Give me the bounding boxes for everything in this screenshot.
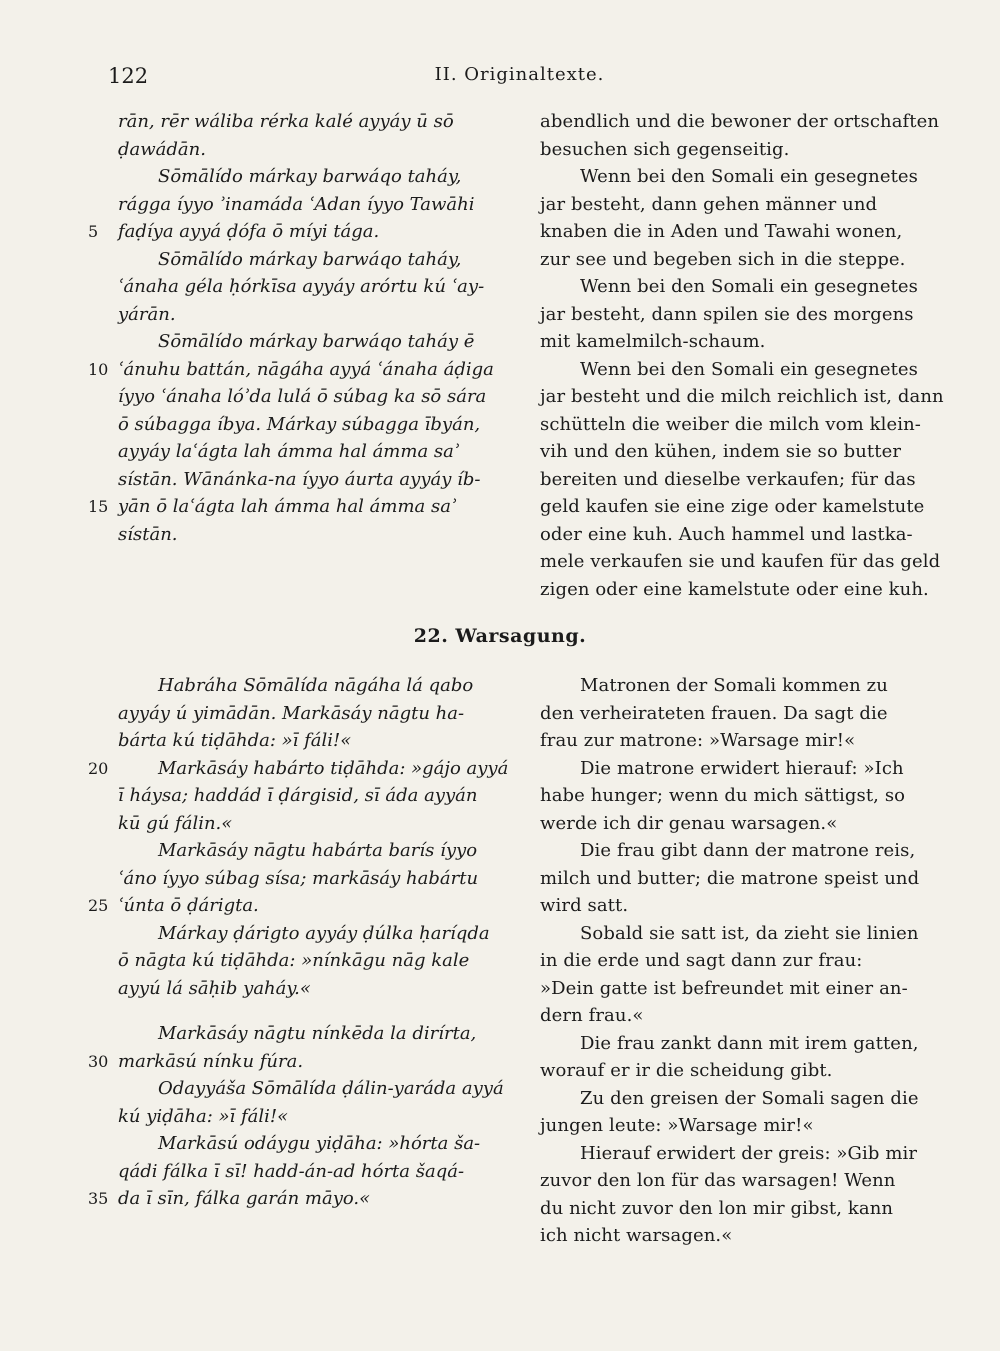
text-line bbox=[540, 672, 932, 700]
text-line bbox=[118, 108, 513, 136]
line-number: 10 bbox=[88, 359, 109, 379]
text-line bbox=[118, 1130, 513, 1158]
line-text: jar besteht, dann spilen sie des morgens bbox=[540, 303, 914, 325]
text-line bbox=[540, 975, 932, 1003]
line-text: Wenn bei den Somali ein gesegnetes bbox=[580, 166, 919, 187]
text-line bbox=[118, 920, 513, 948]
text-line bbox=[118, 1020, 513, 1048]
text-line bbox=[540, 246, 932, 274]
line-text: Die frau gibt dann der matrone reis, bbox=[580, 840, 916, 861]
text-line bbox=[118, 521, 513, 549]
text-line bbox=[540, 521, 932, 549]
line-text: in die erde und sagt dann zur frau: bbox=[540, 950, 863, 971]
line-text: Matronen der Somali kommen zu bbox=[580, 675, 888, 696]
text-line bbox=[540, 920, 932, 948]
line-text: frau zur matrone: »Warsage mir!« bbox=[540, 730, 856, 751]
text-line bbox=[118, 273, 513, 301]
text-line bbox=[540, 328, 932, 356]
text-line bbox=[118, 328, 513, 356]
line-text: mit kamelmilch-schaum. bbox=[540, 331, 766, 352]
line-text: Habráha Sōmālída nāgáha lá qabo bbox=[158, 675, 474, 696]
text-line bbox=[118, 411, 513, 439]
text-line bbox=[118, 947, 513, 975]
line-number: 15 bbox=[88, 497, 109, 516]
text-line bbox=[540, 493, 932, 521]
text-line bbox=[540, 548, 941, 576]
line-text: abendlich und die bewoner der ortschaften bbox=[540, 111, 940, 132]
line-text: jar besteht und die milch reichlich ist, dann bbox=[540, 386, 944, 407]
line-text: ī háysa; haddád ī ḍárgisid, sī áda ayyán bbox=[118, 785, 478, 806]
line-text: ḍawádān. bbox=[118, 138, 206, 160]
text-line bbox=[118, 727, 513, 755]
text-line bbox=[540, 191, 932, 219]
line-text: werde ich dir genau warsagen.« bbox=[540, 812, 838, 834]
text-line bbox=[540, 892, 932, 920]
line-text: jar besteht, dann gehen männer und bbox=[540, 193, 878, 215]
text-line bbox=[540, 755, 932, 783]
line-text: sístān. Wānánka-na íyyo áurta ayyáy íb- bbox=[118, 468, 481, 490]
text-line bbox=[118, 438, 513, 466]
somali-text-column-bottom bbox=[88, 672, 513, 1213]
text-line bbox=[118, 136, 513, 164]
line-text: ʿáno íyyo súbag sísa; markāsáy habártu bbox=[118, 867, 479, 889]
line-text: schütteln die weiber die milch vom klein- bbox=[540, 413, 921, 435]
line-text: dern frau.« bbox=[540, 1005, 644, 1026]
line-text: Markāsáy habárto tiḍāhda: »gájo ayyá bbox=[158, 757, 509, 779]
line-text: íyyo ʿánaha lóʾda lulá ō súbag ka sō sára bbox=[118, 386, 487, 407]
text-line bbox=[540, 727, 932, 755]
line-text: ʿúnta ō ḍárigta. bbox=[118, 895, 259, 916]
text-line bbox=[540, 1030, 932, 1058]
line-text: Odayyáša Sōmālída ḍálin-yaráda ayyá bbox=[158, 1078, 504, 1099]
line-text: Markāsú odáygu yiḍāha: »hórta ša- bbox=[158, 1133, 481, 1154]
line-text: zuvor den lon für das warsagen! Wenn bbox=[540, 1170, 896, 1191]
line-text: ayyáy ú yimādān. Markāsáy nāgtu ha- bbox=[118, 702, 465, 724]
text-line bbox=[540, 1112, 932, 1140]
text-line bbox=[540, 865, 932, 893]
text-line bbox=[88, 218, 513, 246]
text-line bbox=[118, 383, 513, 411]
line-text: rān, rēr wáliba rérka kalé ayyáy ū sō bbox=[118, 111, 454, 132]
line-text: du nicht zuvor den lon mir gibst, kann bbox=[540, 1197, 894, 1219]
text-line bbox=[540, 837, 932, 865]
text-line bbox=[540, 1085, 932, 1113]
running-head: II. Originaltexte. bbox=[434, 64, 605, 85]
line-number: 20 bbox=[88, 758, 109, 778]
line-text: geld kaufen sie eine zige oder kamelstute bbox=[540, 496, 925, 517]
line-text: vih und den kühen, indem sie so butter bbox=[540, 441, 902, 462]
text-line bbox=[118, 975, 513, 1003]
line-text: rágga íyyo ʾinamáda ʿAdan íyyo Tawāhi bbox=[118, 193, 475, 215]
line-text: qádi fálka ī sī! hadd-án-ad hórta šaqá- bbox=[118, 1160, 465, 1182]
text-line bbox=[118, 246, 513, 274]
somali-text-column-top bbox=[88, 108, 513, 548]
line-text: Wenn bei den Somali ein gesegnetes bbox=[580, 276, 919, 297]
text-line bbox=[118, 837, 513, 865]
text-line bbox=[540, 108, 940, 136]
text-line bbox=[540, 1195, 932, 1223]
line-text: Sōmālído márkay barwáqo taháy, bbox=[158, 248, 462, 270]
text-line bbox=[540, 163, 932, 191]
text-line bbox=[88, 493, 513, 521]
text-line bbox=[540, 700, 932, 728]
text-line bbox=[540, 1057, 932, 1085]
line-number: 25 bbox=[88, 896, 109, 915]
text-line bbox=[88, 755, 513, 783]
line-text: milch und butter; die matrone speist und bbox=[540, 867, 920, 889]
line-text: Markāsáy nāgtu nínkēda la dirírta, bbox=[158, 1023, 477, 1044]
text-line bbox=[540, 136, 932, 164]
line-text: besuchen sich gegenseitig. bbox=[540, 138, 790, 160]
text-line bbox=[118, 163, 513, 191]
line-text: markāsú nínku fúra. bbox=[118, 1050, 304, 1072]
german-translation-column-bottom bbox=[540, 672, 932, 1250]
line-text: bereiten und dieselbe verkaufen; für das bbox=[540, 468, 916, 490]
line-text: Hierauf erwidert der greis: »Gib mir bbox=[580, 1142, 918, 1164]
line-text: yān ō laʿágta lah ámma hal ámma saʾ bbox=[118, 496, 457, 517]
line-text: sístān. bbox=[118, 523, 178, 545]
line-text: kū gú fálin.« bbox=[118, 812, 233, 834]
line-text: da ī sīn, fálka garán māyo.« bbox=[118, 1188, 371, 1209]
text-line bbox=[540, 218, 932, 246]
line-text: bárta kú tiḍāhda: »ī fáli!« bbox=[118, 730, 352, 751]
text-line bbox=[118, 865, 513, 893]
line-text: Zu den greisen der Somali sagen die bbox=[580, 1087, 919, 1109]
text-line bbox=[540, 411, 932, 439]
text-line bbox=[540, 356, 932, 384]
line-text: worauf er ir die scheidung gibt. bbox=[540, 1060, 833, 1081]
section-heading: 22. Warsagung. bbox=[413, 625, 587, 647]
text-line bbox=[540, 438, 932, 466]
line-text: knaben die in Aden und Tawahi wonen, bbox=[540, 221, 903, 242]
line-text: ayyú lá sāḥib yaháy.« bbox=[118, 977, 311, 999]
text-line bbox=[88, 892, 513, 920]
line-text: Markāsáy nāgtu habárta barís íyyo bbox=[158, 840, 478, 861]
line-text: wird satt. bbox=[540, 895, 629, 916]
line-text: mele verkaufen sie und kaufen für das geld bbox=[540, 551, 941, 572]
page-number: 122 bbox=[108, 64, 149, 88]
text-line bbox=[88, 356, 513, 384]
line-text: jungen leute: »Warsage mir!« bbox=[540, 1115, 814, 1136]
text-line bbox=[540, 383, 944, 411]
line-text: faḍíya ayyá ḍófa ō míyi tága. bbox=[118, 221, 380, 242]
line-text: ō nāgta kú tiḍāhda: »nínkāgu nāg kale bbox=[118, 950, 470, 971]
line-text: ʿánaha géla ḥórkīsa ayyáy arórtu kú ʿay- bbox=[118, 276, 485, 297]
line-number: 35 bbox=[88, 1189, 109, 1208]
line-text: Márkay ḍárigto ayyáy ḍúlka ḥaríqda bbox=[158, 922, 490, 944]
text-line bbox=[540, 576, 932, 604]
text-line bbox=[118, 672, 513, 700]
text-line bbox=[88, 1185, 513, 1213]
line-text: zur see und begeben sich in die steppe. bbox=[540, 248, 906, 270]
line-number: 5 bbox=[88, 222, 99, 241]
text-line bbox=[540, 1140, 932, 1168]
text-line bbox=[118, 1103, 513, 1131]
text-line bbox=[118, 301, 513, 329]
line-text: Sōmālído márkay barwáqo taháy ē bbox=[158, 331, 475, 352]
text-line bbox=[118, 1158, 513, 1186]
line-text: Die matrone erwidert hierauf: »Ich bbox=[580, 757, 904, 779]
text-line bbox=[540, 1222, 932, 1250]
text-line bbox=[540, 1167, 932, 1195]
text-line bbox=[540, 810, 932, 838]
text-line bbox=[540, 301, 932, 329]
line-text: yárān. bbox=[118, 303, 176, 325]
text-line bbox=[118, 1075, 513, 1103]
line-text: Die frau zankt dann mit irem gatten, bbox=[580, 1032, 919, 1054]
line-text: Sobald sie satt ist, da zieht sie linien bbox=[580, 922, 919, 944]
german-translation-column-top bbox=[540, 108, 944, 603]
text-line bbox=[118, 191, 513, 219]
line-text: ayyáy laʿágta lah ámma hal ámma saʾ bbox=[118, 441, 460, 462]
line-text: »Dein gatte ist befreundet mit einer an- bbox=[540, 977, 908, 999]
line-text: ō súbagga íbya. Márkay súbagga ībyán, bbox=[118, 413, 481, 435]
page-header bbox=[108, 64, 931, 94]
line-text: den verheirateten frauen. Da sagt die bbox=[540, 702, 888, 724]
text-line bbox=[118, 810, 513, 838]
line-text: habe hunger; wenn du mich sättigst, so bbox=[540, 785, 906, 806]
text-line bbox=[88, 1048, 513, 1076]
text-line bbox=[540, 273, 932, 301]
line-text: kú yiḍāha: »ī fáli!« bbox=[118, 1105, 289, 1127]
text-line bbox=[540, 1002, 932, 1030]
text-line bbox=[118, 782, 513, 810]
paragraph-gap bbox=[118, 1002, 513, 1020]
text-line bbox=[540, 947, 932, 975]
line-text: oder eine kuh. Auch hammel und lastka- bbox=[540, 523, 913, 545]
line-text: zigen oder eine kamelstute oder eine kuh. bbox=[540, 578, 929, 600]
line-text: ich nicht warsagen.« bbox=[540, 1225, 733, 1246]
line-text: ʿánuhu battán, nāgáha ayyá ʿánaha áḍiga bbox=[118, 358, 494, 380]
line-text: Wenn bei den Somali ein gesegnetes bbox=[580, 358, 919, 380]
text-line bbox=[540, 782, 932, 810]
text-line bbox=[118, 700, 513, 728]
line-text: Sōmālído márkay barwáqo taháy, bbox=[158, 166, 462, 187]
text-line bbox=[540, 466, 932, 494]
line-number: 30 bbox=[88, 1051, 109, 1071]
text-line bbox=[118, 466, 513, 494]
